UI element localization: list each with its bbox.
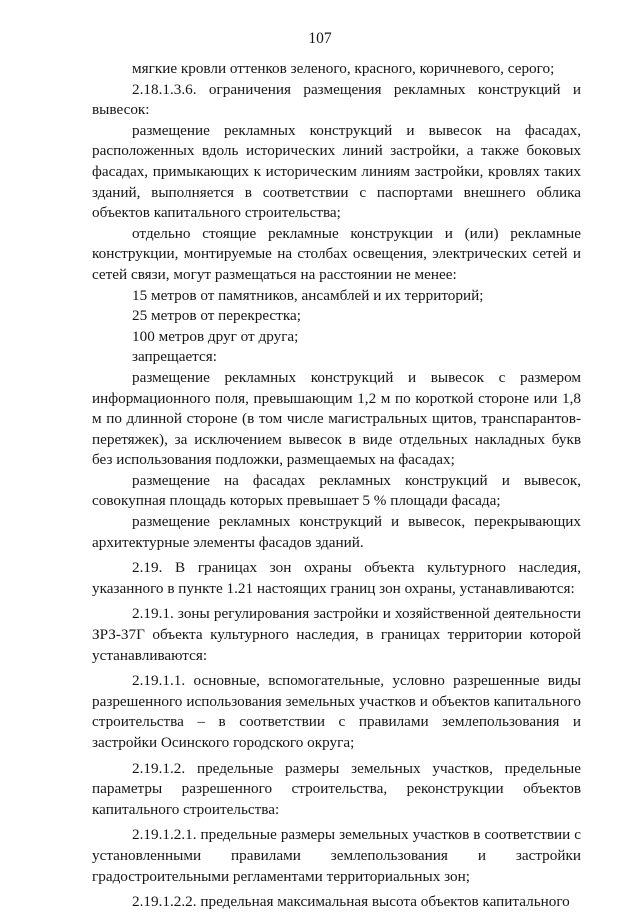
- paragraph: отдельно стоящие рекламные конструкции и (или) рекламные конструкции, монтируемые на столбах освещения, электрических сетей и сетей связи, могут размещаться на расстоянии не менее:: [92, 224, 581, 283]
- paragraph: 2.19.1.2. предельные размеры земельных участков, предельные параметры разрешенного строительства, реконструкции объектов капитального строительства:: [92, 759, 581, 818]
- paragraph: 2.19.1. зоны регулирования застройки и хозяйственной деятельности ЗРЗ-37Г объекта культурного наследия, в границах территории которой устанавливаются:: [92, 605, 581, 664]
- paragraph: 15 метров от памятников, ансамблей и их территорий;: [132, 286, 484, 304]
- paragraph: 2.19.1.2.1. предельные размеры земельных участков в соответствии с установленными правилами землепользования и застройки градостроительными регламентами территориальных зон;: [92, 826, 581, 885]
- paragraph: мягкие кровли оттенков зеленого, красного, коричневого, серого;: [132, 60, 555, 77]
- paragraph: 100 метров друг от друга;: [132, 327, 299, 345]
- paragraph: 2.18.1.3.6. ограничения размещения рекламных конструкций и вывесок:: [92, 80, 581, 119]
- document-body: [92, 59, 581, 913]
- paragraph: размещение на фасадах рекламных конструкций и вывесок, совокупная площадь которых превышает 5 % площади фасада;: [92, 471, 581, 510]
- paragraph: 2.19. В границах зон охраны объекта культурного наследия, указанного в пункте 1.21 настоящих границ зон охраны, устанавливаются:: [92, 559, 581, 597]
- paragraph: 25 метров от перекрестка;: [132, 307, 301, 325]
- paragraph: размещение рекламных конструкций и вывесок, перекрывающих архитектурные элементы фасадов зданий.: [92, 513, 581, 551]
- page-number: 107: [308, 30, 332, 47]
- paragraph: 2.19.1.2.2. предельная максимальная высота объектов капитального: [132, 893, 570, 911]
- paragraph: запрещается:: [132, 348, 217, 366]
- paragraph: размещение рекламных конструкций и вывесок на фасадах, расположенных вдоль исторических линий застройки, а также боковых фасадах, примыкающих к историческим линиям застройки, кровлях таких зданий, выполняется в соответствии с паспортами внешнего облика объектов капитального строительства;: [92, 121, 581, 222]
- paragraph: размещение рекламных конструкций и вывесок с размером информационного поля, превышающим 1,2 м по короткой стороне или 1,8 м по длинной стороне (в том числе магистральных щитов, транспарантов-перетяжек), за исключением вывесок в виде отдельных накладных букв без использования подложки, размещаемых на фасадах;: [92, 368, 581, 469]
- paragraph: 2.19.1.1. основные, вспомогательные, условно разрешенные виды разрешенного использования земельных участков и объектов капитального строительства – в соответствии с правилами землепользования и застройки Осинского городского округа;: [92, 672, 581, 751]
